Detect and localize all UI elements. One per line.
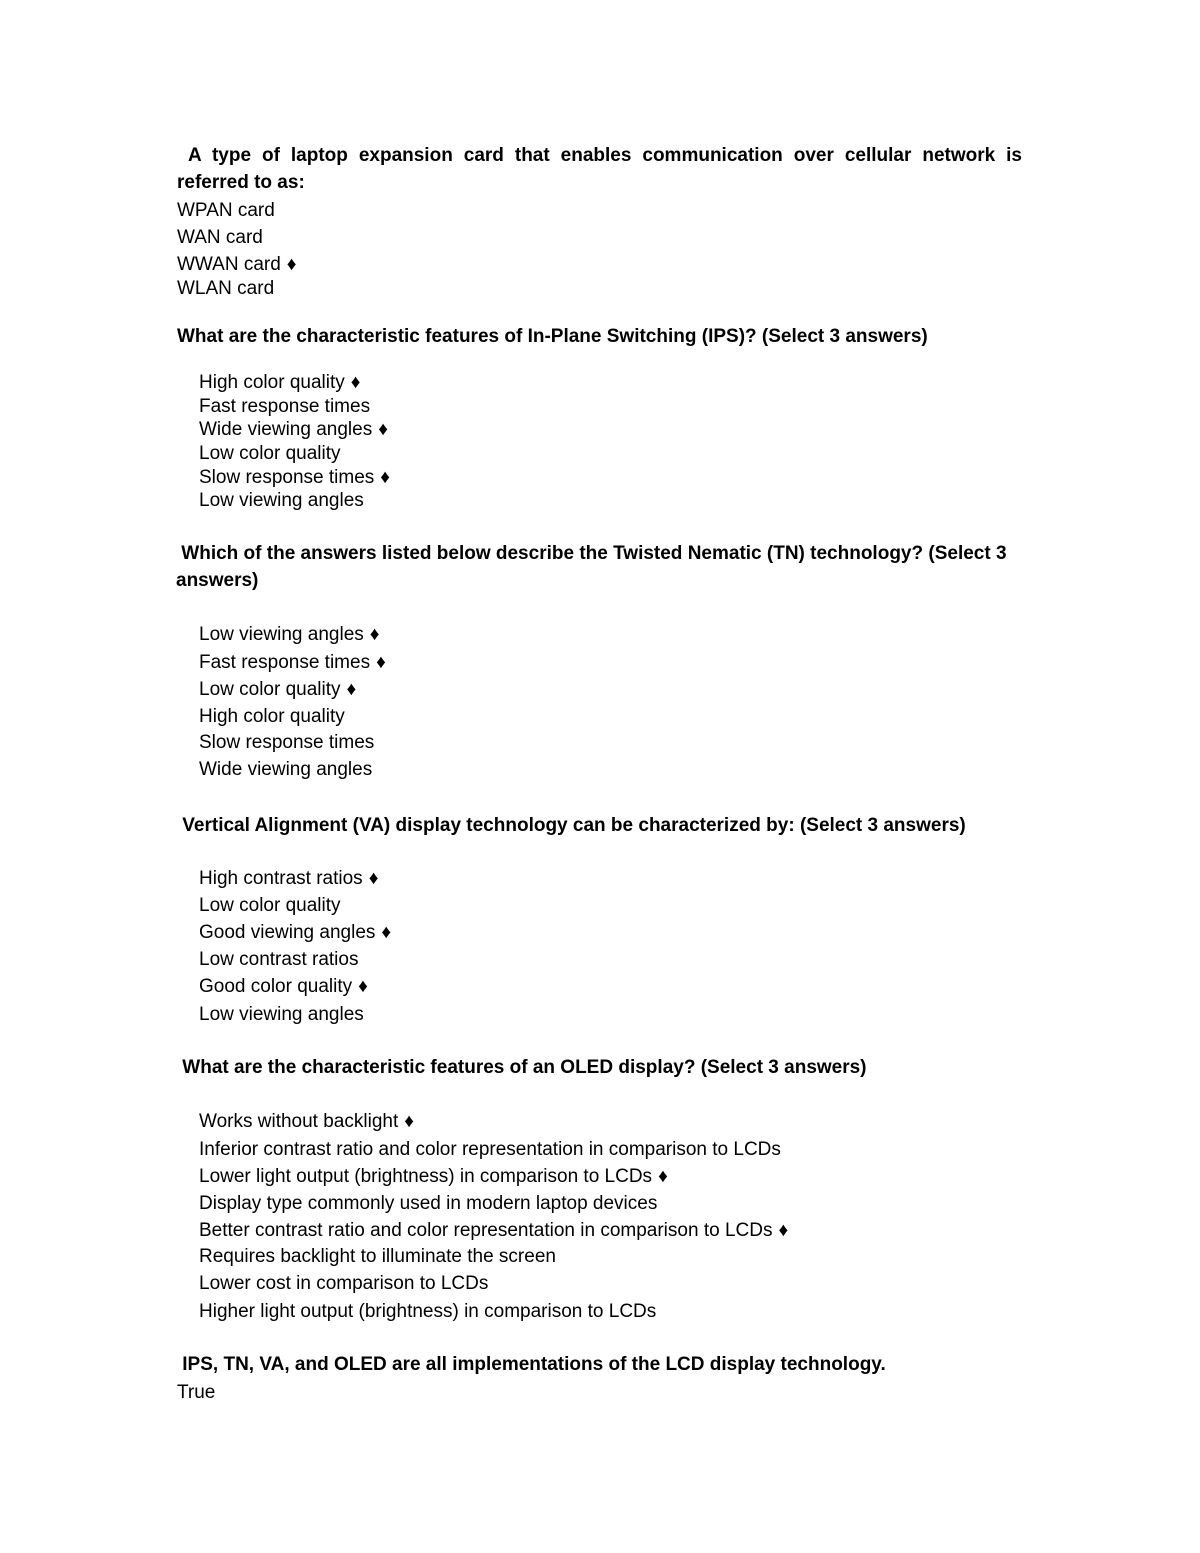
q1-option-2 [177,226,269,250]
option-text: High contrast ratios [199,868,363,889]
option-text: Wide viewing angles [199,419,373,440]
option-text: Low viewing angles [199,1004,364,1025]
q1-option-3 [177,253,297,277]
answer-mark-icon: ♦ [658,1166,668,1187]
q1-option-1 [177,199,281,223]
q3-option-6 [199,758,378,782]
option-text: Lower light output (brightness) in comparison to LCDs [199,1166,653,1187]
q5-option-3 [199,1165,668,1189]
q2-option-6 [199,489,370,513]
option-text: Higher light output (brightness) in comparison to LCDs [199,1301,657,1322]
q4-option-6 [199,1003,370,1027]
option-text: Low color quality [199,679,341,700]
question-5: What are the characteristic features of an OLED display? (Select 3 answers) [177,1057,867,1078]
question-4: Vertical Alignment (VA) display technology can be characterized by: (Select 3 answers) [177,815,966,836]
answer-mark-icon: ♦ [350,372,361,393]
answer-mark-icon: ♦ [404,1111,414,1132]
q2-option-3 [199,418,388,442]
option-text: Low viewing angles [199,624,364,645]
q5-option-6 [199,1245,562,1269]
answer-mark-icon: ♦ [358,976,368,997]
option-text: WWAN card [177,254,281,275]
q4-option-2 [199,894,347,918]
question-1: A type of laptop expansion card that enables communication over cellular network is referred to as: [177,145,1028,193]
q2-option-5 [199,466,390,490]
option-text: True [177,1382,216,1403]
option-text: High color quality [199,706,345,727]
q3-option-1 [199,623,379,647]
option-text: Display type commonly used in modern laptop devices [199,1193,658,1214]
question-6: IPS, TN, VA, and OLED are all implementations of the LCD display technology. [177,1354,886,1375]
option-text: Low color quality [199,895,341,916]
question-3: Which of the answers listed below describe the Twisted Nematic (TN) technology? (Select 3 answers) [176,543,1012,591]
q4-option-3 [199,921,391,945]
q2-option-4 [199,442,347,466]
option-text: Works without backlight [199,1111,399,1132]
option-text: Fast response times [199,652,371,673]
answer-mark-icon: ♦ [378,419,388,440]
option-text: WAN card [177,227,263,248]
q3-option-4 [199,705,351,729]
answer-mark-icon: ♦ [346,679,357,700]
q4-option-4 [199,948,364,972]
question-2: What are the characteristic features of In-Plane Switching (IPS)? (Select 3 answers) [177,326,928,347]
q5-option-1 [199,1110,414,1134]
q5-option-4 [199,1192,663,1216]
option-text: Inferior contrast ratio and color representation in comparison to LCDs [199,1139,781,1160]
q1-option-4 [177,277,280,301]
q3-option-5 [199,731,380,755]
answer-mark-icon: ♦ [376,652,386,673]
option-text: High color quality [199,372,345,393]
answer-mark-icon: ♦ [369,624,380,645]
q4-option-1 [199,867,378,891]
option-text: Low color quality [199,443,341,464]
answer-mark-icon: ♦ [380,467,390,488]
option-text: Low contrast ratios [199,949,359,970]
option-text: WLAN card [177,278,275,299]
option-text: Fast response times [199,396,371,417]
option-text: Requires backlight to illuminate the screen [199,1246,556,1267]
q3-option-3 [199,678,356,702]
q5-option-8 [199,1300,662,1324]
option-text: Good viewing angles [199,922,376,943]
option-text: Better contrast ratio and color representation in comparison to LCDs [199,1220,773,1241]
q3-option-2 [199,651,386,675]
q4-option-5 [199,975,368,999]
q5-option-7 [199,1272,494,1296]
option-text: Low viewing angles [199,490,364,511]
option-text: Lower cost in comparison to LCDs [199,1273,489,1294]
answer-mark-icon: ♦ [286,254,297,275]
q2-option-1 [199,371,360,395]
q2-option-2 [199,395,376,419]
option-text: Slow response times [199,467,375,488]
answer-mark-icon: ♦ [368,868,379,889]
option-text: Slow response times [199,732,375,753]
q5-option-2 [199,1138,787,1162]
q6-option-1 [177,1381,221,1405]
option-text: Wide viewing angles [199,759,373,780]
q5-option-5 [199,1219,788,1243]
option-text: WPAN card [177,200,275,221]
answer-mark-icon: ♦ [778,1220,789,1241]
option-text: Good color quality [199,976,353,997]
answer-mark-icon: ♦ [381,922,392,943]
